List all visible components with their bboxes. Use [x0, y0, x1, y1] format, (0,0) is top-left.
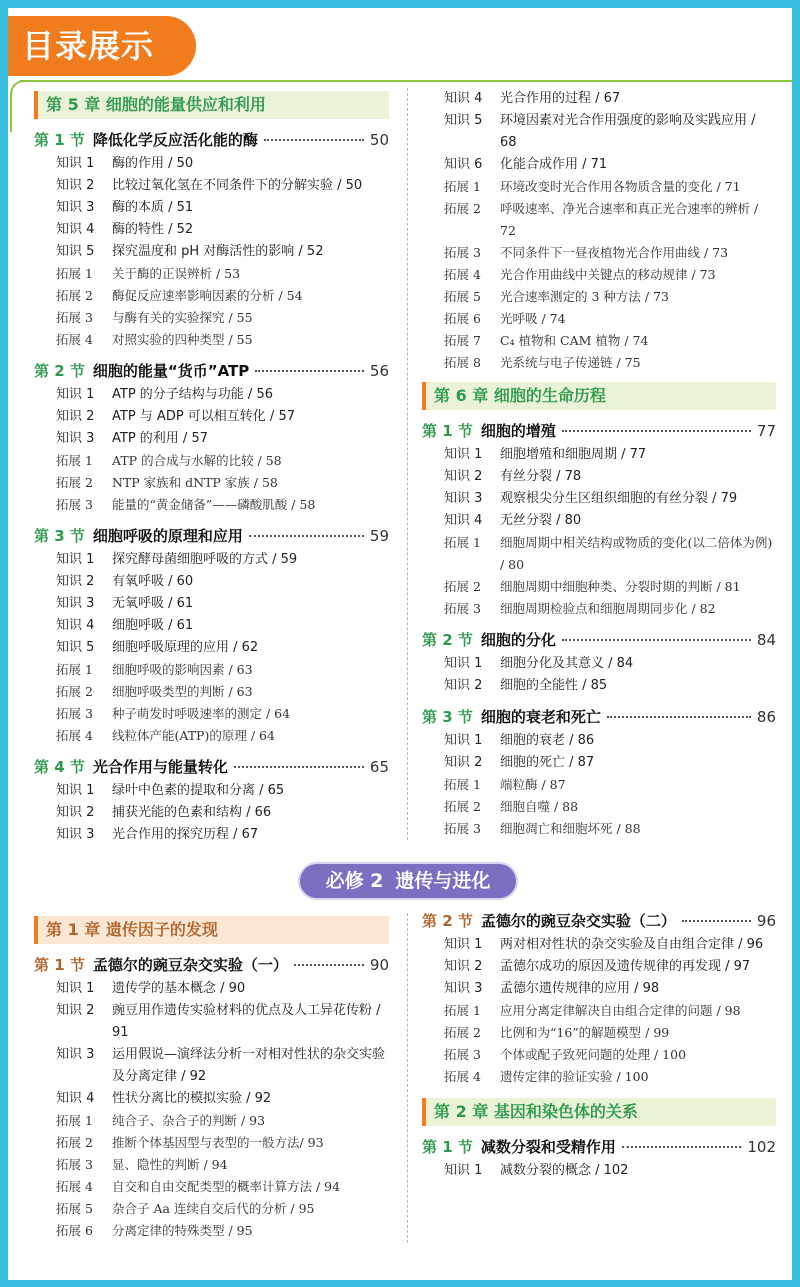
section-page: 86 [756, 708, 776, 726]
item-text: ATP 的合成与水解的比较 / 58 [112, 453, 282, 468]
dot-leader [255, 370, 364, 372]
dot-leader [562, 430, 751, 432]
item-label: 拓展 4 [56, 332, 93, 347]
item-text: 能量的“黄金储备”——磷酸肌酸 / 58 [112, 497, 316, 512]
item-text: 纯合子、杂合子的判断 / 93 [112, 1113, 266, 1128]
extension-item[interactable] [34, 1198, 389, 1220]
item-label: 拓展 3 [444, 1047, 481, 1062]
item-text: 细胞呼吸原理的应用 / 62 [112, 640, 259, 655]
chapter-heading: 第 6 章 细胞的生命历程 [422, 382, 776, 410]
header-rule-curve [10, 80, 26, 132]
section-page: 77 [756, 422, 776, 440]
item-label: 拓展 4 [444, 267, 481, 282]
extension-item[interactable] [422, 1022, 776, 1044]
knowledge-item[interactable] [34, 153, 389, 175]
item-text: 酶的本质 / 51 [112, 200, 194, 215]
section-title: 细胞的衰老和死亡 [480, 708, 601, 726]
item-text: 两对相对性状的杂交实验及自由组合定律 / 96 [500, 937, 764, 952]
item-label: 拓展 3 [56, 497, 93, 512]
extension-item[interactable] [422, 286, 776, 308]
knowledge-item[interactable] [34, 824, 389, 846]
item-label: 拓展 6 [56, 1223, 93, 1238]
knowledge-item[interactable] [422, 956, 776, 978]
item-text: ATP 与 ADP 可以相互转化 / 57 [112, 409, 295, 424]
item-text: 无丝分裂 / 80 [500, 513, 582, 528]
section-label: 第 3 节 [34, 527, 85, 545]
item-label: 知识 2 [444, 959, 483, 974]
item-text: 不同条件下一昼夜植物光合作用曲线 / 73 [500, 245, 729, 260]
item-text: 个体或配子致死问题的处理 / 100 [500, 1047, 687, 1062]
item-label: 知识 5 [444, 113, 483, 128]
item-text: 细胞的全能性 / 85 [500, 678, 608, 693]
item-text: 端粒酶 / 87 [500, 777, 566, 792]
section-heading[interactable] [422, 704, 776, 730]
item-text: 细胞呼吸类型的判断 / 63 [112, 684, 253, 699]
item-text: 遗传定律的验证实验 / 100 [500, 1069, 649, 1084]
item-label: 拓展 2 [56, 684, 93, 699]
extension-item[interactable] [34, 472, 389, 494]
extension-item[interactable] [422, 176, 776, 198]
extension-item[interactable] [34, 307, 389, 329]
item-text: 种子萌发时呼吸速率的测定 / 64 [112, 706, 291, 721]
banner-part-title: 遗传与进化 [395, 870, 491, 892]
knowledge-item[interactable] [34, 571, 389, 593]
section-title: 细胞的分化 [480, 631, 556, 649]
item-text: 应用分离定律解决自由组合定律的问题 / 98 [500, 1003, 741, 1018]
banner-part-number: 必修 2 [325, 870, 384, 892]
section-heading[interactable] [422, 1134, 776, 1160]
extension-item[interactable] [422, 1044, 776, 1066]
item-text: 光呼吸 / 74 [500, 311, 566, 326]
dot-leader [264, 139, 364, 141]
item-label: 知识 3 [56, 827, 95, 842]
item-label: 知识 2 [444, 678, 483, 693]
item-label: 拓展 4 [444, 1069, 481, 1084]
item-text: 细胞的死亡 / 87 [500, 755, 595, 770]
knowledge-item[interactable] [422, 488, 776, 510]
item-text: 酶的作用 / 50 [112, 156, 194, 171]
knowledge-item[interactable] [34, 1000, 389, 1044]
item-text: 捕获光能的色素和结构 / 66 [112, 805, 272, 820]
item-label: 知识 3 [56, 596, 95, 611]
item-text: 线粒体产能(ATP)的原理 / 64 [112, 728, 275, 743]
knowledge-item[interactable] [422, 154, 776, 176]
extension-item[interactable] [34, 329, 389, 351]
knowledge-item[interactable] [422, 675, 776, 697]
section-label: 第 2 节 [422, 631, 473, 649]
knowledge-item[interactable] [422, 510, 776, 532]
item-label: 拓展 1 [444, 777, 481, 792]
item-text: 光合作用的探究历程 / 67 [112, 827, 259, 842]
section-title: 细胞的能量“货币”ATP [92, 362, 250, 380]
section-page: 96 [756, 912, 776, 930]
item-text: 显、隐性的判断 / 94 [112, 1157, 228, 1172]
extension-item[interactable] [422, 1066, 776, 1088]
extension-item[interactable] [34, 1220, 389, 1242]
section-label: 第 1 节 [422, 1138, 473, 1156]
extension-item[interactable] [34, 681, 389, 703]
item-label: 拓展 3 [56, 1157, 93, 1172]
chapter-heading: 第 5 章 细胞的能量供应和利用 [34, 91, 389, 119]
extension-item[interactable] [422, 330, 776, 352]
toc-column-top-right [422, 88, 776, 840]
spacer [422, 620, 776, 627]
page-title: 目录展示 [8, 16, 196, 76]
extension-item[interactable] [422, 352, 776, 374]
item-text: 孟德尔成功的原因及遗传规律的再发现 / 97 [500, 959, 751, 974]
item-label: 知识 6 [444, 157, 483, 172]
toc-column-top-left [34, 91, 389, 846]
extension-item[interactable] [422, 308, 776, 330]
item-label: 知识 4 [444, 513, 483, 528]
item-label: 知识 2 [444, 469, 483, 484]
spacer [422, 1088, 776, 1098]
item-text: 光合速率测定的 3 种方法 / 73 [500, 289, 669, 304]
part-banner [300, 864, 516, 898]
extension-item[interactable] [34, 450, 389, 472]
item-label: 知识 2 [56, 574, 95, 589]
item-label: 知识 2 [56, 1003, 95, 1018]
item-text: 细胞周期检验点和细胞周期同步化 / 82 [500, 601, 716, 616]
knowledge-item[interactable] [34, 175, 389, 197]
dot-leader [294, 964, 364, 966]
item-text: 有氧呼吸 / 60 [112, 574, 194, 589]
item-text: 细胞增殖和细胞周期 / 77 [500, 447, 647, 462]
item-label: 知识 1 [444, 1163, 483, 1178]
section-label: 第 1 节 [34, 956, 85, 974]
item-text: 性状分离比的模拟实验 / 92 [112, 1091, 272, 1106]
item-label: 知识 5 [56, 640, 95, 655]
item-label: 知识 4 [444, 91, 483, 106]
extension-item[interactable] [34, 725, 389, 747]
item-label: 知识 1 [56, 783, 95, 798]
section-title: 孟德尔的豌豆杂交实验（一） [92, 956, 288, 974]
item-text: 对照实验的四种类型 / 55 [112, 332, 253, 347]
knowledge-item[interactable] [34, 197, 389, 219]
item-text: 观察根尖分生区组织细胞的有丝分裂 / 79 [500, 491, 738, 506]
item-label: 拓展 1 [56, 453, 93, 468]
item-label: 知识 1 [56, 552, 95, 567]
item-text: 化能合成作用 / 71 [500, 157, 608, 172]
item-label: 知识 1 [56, 981, 95, 996]
toc-page [8, 8, 792, 1280]
knowledge-item[interactable] [422, 110, 776, 154]
item-text: ATP 的分子结构与功能 / 56 [112, 387, 273, 402]
item-label: 拓展 8 [444, 355, 481, 370]
section-page: 65 [369, 758, 389, 776]
knowledge-item[interactable] [34, 1044, 389, 1088]
item-label: 知识 4 [56, 222, 95, 237]
item-text: 探究酵母菌细胞呼吸的方式 / 59 [112, 552, 298, 567]
knowledge-item[interactable] [422, 466, 776, 488]
chapter-heading: 第 1 章 遗传因子的发现 [34, 916, 389, 944]
knowledge-item[interactable] [34, 384, 389, 406]
extension-item[interactable] [422, 818, 776, 840]
item-text: 与酶有关的实验探究 / 55 [112, 310, 253, 325]
item-label: 拓展 1 [444, 1003, 481, 1018]
item-label: 知识 1 [56, 156, 95, 171]
item-text: 酶促反应速率影响因素的分析 / 54 [112, 288, 303, 303]
extension-item[interactable] [34, 659, 389, 681]
item-text: 有丝分裂 / 78 [500, 469, 582, 484]
knowledge-item[interactable] [34, 978, 389, 1000]
section-heading[interactable] [34, 127, 389, 153]
item-label: 拓展 1 [444, 535, 481, 550]
item-label: 知识 2 [444, 755, 483, 770]
knowledge-item[interactable] [34, 549, 389, 571]
extension-item[interactable] [34, 1154, 389, 1176]
section-label: 第 1 节 [422, 422, 473, 440]
item-label: 知识 1 [56, 387, 95, 402]
item-text: 比较过氧化氢在不同条件下的分解实验 / 50 [112, 178, 363, 193]
item-text: 无氧呼吸 / 61 [112, 596, 194, 611]
item-label: 拓展 3 [444, 601, 481, 616]
extension-item[interactable] [34, 703, 389, 725]
item-label: 拓展 5 [444, 289, 481, 304]
knowledge-item[interactable] [422, 444, 776, 466]
knowledge-item[interactable] [34, 615, 389, 637]
extension-item[interactable] [422, 598, 776, 620]
item-label: 知识 3 [56, 1047, 95, 1062]
item-text: 运用假说—演绎法分析一对相对性状的杂交实验及分离定律 / 92 [112, 1047, 386, 1084]
item-label: 知识 3 [56, 200, 95, 215]
item-text: 细胞周期中相关结构或物质的变化(以二倍体为例) / 80 [500, 535, 773, 572]
extension-item[interactable] [422, 1000, 776, 1022]
item-text: 细胞呼吸的影响因素 / 63 [112, 662, 253, 677]
section-page: 59 [369, 527, 389, 545]
dot-leader [607, 716, 751, 718]
extension-item[interactable] [422, 796, 776, 818]
item-label: 拓展 2 [444, 799, 481, 814]
spacer [34, 747, 389, 754]
extension-item[interactable] [34, 1132, 389, 1154]
section-page: 102 [747, 1138, 776, 1156]
knowledge-item[interactable] [422, 978, 776, 1000]
item-label: 知识 3 [444, 491, 483, 506]
item-label: 拓展 3 [56, 706, 93, 721]
item-text: C₄ 植物和 CAM 植物 / 74 [500, 333, 649, 348]
item-label: 知识 2 [56, 805, 95, 820]
item-text: 比例和为“16”的解题模型 / 99 [500, 1025, 670, 1040]
item-text: 豌豆用作遗传实验材料的优点及人工异花传粉 / 91 [112, 1003, 381, 1040]
knowledge-item[interactable] [34, 593, 389, 615]
dot-leader [234, 766, 364, 768]
section-title: 降低化学反应活化能的酶 [92, 131, 258, 149]
dot-leader [622, 1146, 741, 1148]
item-label: 拓展 4 [56, 728, 93, 743]
item-text: 环境改变时光合作用各物质含量的变化 / 71 [500, 179, 741, 194]
section-heading[interactable] [422, 418, 776, 444]
item-label: 知识 1 [444, 733, 483, 748]
knowledge-item[interactable] [422, 88, 776, 110]
item-label: 知识 5 [56, 244, 95, 259]
item-text: 遗传学的基本概念 / 90 [112, 981, 246, 996]
section-label: 第 4 节 [34, 758, 85, 776]
item-text: 细胞凋亡和细胞坏死 / 88 [500, 821, 641, 836]
item-text: 光合作用曲线中关键点的移动规律 / 73 [500, 267, 716, 282]
extension-item[interactable] [34, 1176, 389, 1198]
column-divider-bottom [407, 913, 408, 1243]
toc-column-bottom-left [34, 916, 389, 1242]
item-text: 酶的特性 / 52 [112, 222, 194, 237]
section-title: 光合作用与能量转化 [92, 758, 228, 776]
item-label: 拓展 2 [444, 1025, 481, 1040]
item-label: 知识 1 [444, 447, 483, 462]
section-label: 第 2 节 [34, 362, 85, 380]
knowledge-item[interactable] [422, 730, 776, 752]
item-text: 孟德尔遗传规律的应用 / 98 [500, 981, 660, 996]
extension-item[interactable] [422, 576, 776, 598]
item-label: 拓展 6 [444, 311, 481, 326]
item-label: 拓展 2 [444, 201, 481, 216]
item-text: 细胞呼吸 / 61 [112, 618, 194, 633]
item-text: 光合作用的过程 / 67 [500, 91, 621, 106]
item-label: 拓展 3 [56, 310, 93, 325]
item-label: 知识 2 [56, 178, 95, 193]
item-text: 探究温度和 pH 对酶活性的影响 / 52 [112, 244, 324, 259]
item-text: 绿叶中色素的提取和分离 / 65 [112, 783, 285, 798]
item-label: 拓展 3 [444, 245, 481, 260]
section-heading[interactable] [422, 908, 776, 934]
item-text: 推断个体基因型与表型的一般方法/ 93 [112, 1135, 324, 1150]
section-title: 细胞呼吸的原理和应用 [92, 527, 243, 545]
knowledge-item[interactable] [422, 1160, 776, 1182]
item-text: 自交和自由交配类型的概率计算方法 / 94 [112, 1179, 341, 1194]
item-label: 拓展 3 [444, 821, 481, 836]
section-label: 第 2 节 [422, 912, 473, 930]
item-text: 细胞分化及其意义 / 84 [500, 656, 634, 671]
item-text: NTP 家族和 dNTP 家族 / 58 [112, 475, 278, 490]
item-label: 拓展 4 [56, 1179, 93, 1194]
section-page: 50 [369, 131, 389, 149]
dot-leader [682, 920, 751, 922]
extension-item[interactable] [422, 242, 776, 264]
spacer [34, 351, 389, 358]
item-text: 呼吸速率、净光合速率和真正光合速率的辨析 / 72 [500, 201, 759, 238]
item-label: 知识 4 [56, 618, 95, 633]
section-label: 第 3 节 [422, 708, 473, 726]
extension-item[interactable] [422, 264, 776, 286]
item-label: 拓展 1 [56, 662, 93, 677]
item-label: 知识 3 [444, 981, 483, 996]
spacer [34, 516, 389, 523]
item-label: 知识 1 [444, 656, 483, 671]
knowledge-item[interactable] [34, 219, 389, 241]
item-label: 拓展 2 [56, 1135, 93, 1150]
item-label: 拓展 2 [56, 475, 93, 490]
item-label: 拓展 2 [56, 288, 93, 303]
toc-column-bottom-right [422, 908, 776, 1182]
item-text: 杂合子 Aa 连续自交后代的分析 / 95 [112, 1201, 315, 1216]
section-heading[interactable] [422, 627, 776, 653]
item-label: 知识 4 [56, 1091, 95, 1106]
extension-item[interactable] [34, 285, 389, 307]
dot-leader [562, 639, 751, 641]
section-heading[interactable] [34, 754, 389, 780]
item-text: 细胞的衰老 / 86 [500, 733, 595, 748]
extension-item[interactable] [422, 198, 776, 242]
knowledge-item[interactable] [34, 241, 389, 263]
item-text: 环境因素对光合作用强度的影响及实践应用 / 68 [500, 113, 756, 150]
column-divider-top [407, 88, 408, 840]
section-heading[interactable] [34, 952, 389, 978]
knowledge-item[interactable] [34, 780, 389, 802]
knowledge-item[interactable] [34, 1088, 389, 1110]
section-title: 减数分裂和受精作用 [480, 1138, 616, 1156]
section-label: 第 1 节 [34, 131, 85, 149]
item-label: 拓展 7 [444, 333, 481, 348]
chapter-heading: 第 2 章 基因和染色体的关系 [422, 1098, 776, 1126]
section-title: 细胞的增殖 [480, 422, 556, 440]
item-text: 分离定律的特殊类型 / 95 [112, 1223, 253, 1238]
item-label: 拓展 5 [56, 1201, 93, 1216]
knowledge-item[interactable] [422, 752, 776, 774]
item-label: 知识 1 [444, 937, 483, 952]
spacer [422, 697, 776, 704]
section-page: 56 [369, 362, 389, 380]
section-heading[interactable] [34, 358, 389, 384]
knowledge-item[interactable] [34, 637, 389, 659]
item-text: 细胞自噬 / 88 [500, 799, 579, 814]
item-label: 知识 3 [56, 431, 95, 446]
knowledge-item[interactable] [34, 802, 389, 824]
extension-item[interactable] [422, 774, 776, 796]
item-label: 拓展 1 [56, 266, 93, 281]
section-page: 84 [756, 631, 776, 649]
item-text: 关于酶的正误辨析 / 53 [112, 266, 241, 281]
section-heading[interactable] [34, 523, 389, 549]
item-label: 拓展 2 [444, 579, 481, 594]
extension-item[interactable] [34, 263, 389, 285]
item-label: 知识 2 [56, 409, 95, 424]
item-label: 拓展 1 [56, 1113, 93, 1128]
knowledge-item[interactable] [422, 653, 776, 675]
knowledge-item[interactable] [34, 406, 389, 428]
dot-leader [249, 535, 364, 537]
item-text: 减数分裂的概念 / 102 [500, 1163, 629, 1178]
extension-item[interactable] [34, 1110, 389, 1132]
header-rule [20, 80, 792, 82]
item-label: 拓展 1 [444, 179, 481, 194]
knowledge-item[interactable] [34, 428, 389, 450]
extension-item[interactable] [422, 532, 776, 576]
item-text: 细胞周期中细胞种类、分裂时期的判断 / 81 [500, 579, 741, 594]
knowledge-item[interactable] [422, 934, 776, 956]
section-title: 孟德尔的豌豆杂交实验（二） [480, 912, 676, 930]
item-text: 光系统与电子传递链 / 75 [500, 355, 641, 370]
spacer [422, 374, 776, 382]
section-page: 90 [369, 956, 389, 974]
extension-item[interactable] [34, 494, 389, 516]
item-text: ATP 的利用 / 57 [112, 431, 208, 446]
